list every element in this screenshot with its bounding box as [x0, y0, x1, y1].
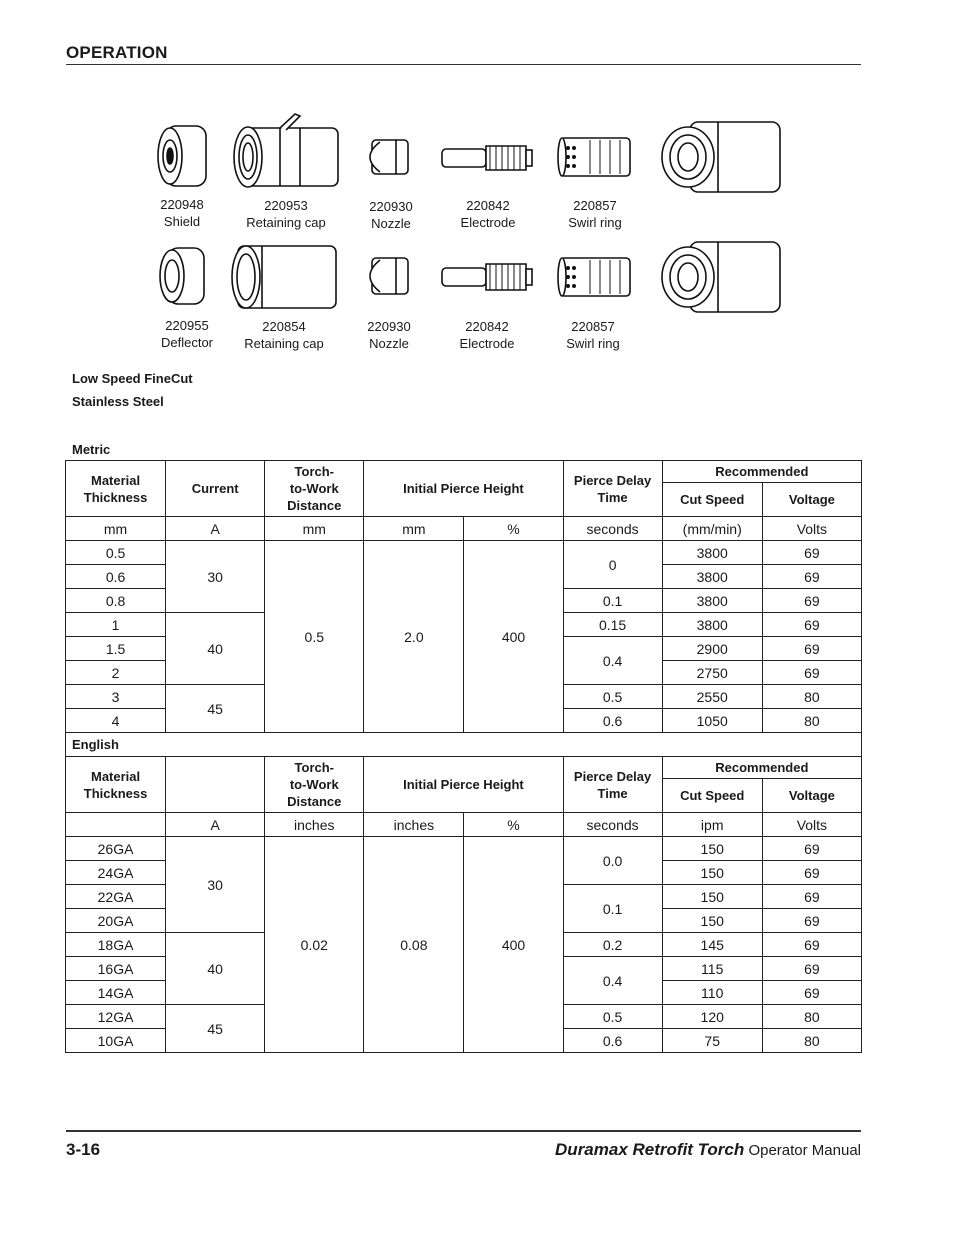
part-caption: 220953 Retaining cap — [246, 198, 326, 230]
speed-cell: 150 — [662, 909, 762, 933]
thickness-cell: 0.8 — [66, 589, 166, 613]
footer-title — [555, 1140, 861, 1160]
unit-cell: Volts — [762, 813, 861, 837]
speed-cell: 2550 — [662, 685, 762, 709]
part-caption: 220842 Electrode — [460, 198, 516, 230]
current-cell: 30 — [166, 837, 265, 933]
electrode-icon — [442, 264, 532, 290]
unit-cell: A — [166, 813, 265, 837]
thickness-cell: 3 — [66, 685, 166, 709]
english-label: English — [66, 733, 862, 757]
header-cut-speed: Cut Speed — [662, 779, 762, 813]
speed-cell: 150 — [662, 861, 762, 885]
speed-cell: 3800 — [662, 589, 762, 613]
header-pierce-height: Initial Pierce Height — [364, 757, 563, 813]
current-cell: 40 — [166, 933, 265, 1005]
delay-cell: 0.15 — [563, 613, 662, 637]
speed-cell: 75 — [662, 1029, 762, 1053]
part-caption: 220857 Swirl ring — [568, 198, 622, 230]
voltage-cell: 69 — [762, 885, 861, 909]
torch-body-icon — [662, 242, 780, 312]
retaining-cap-icon — [232, 246, 336, 308]
header-material: Material Thickness — [66, 757, 166, 813]
delay-cell: 0.0 — [563, 837, 662, 885]
voltage-cell: 69 — [762, 909, 861, 933]
thickness-cell: 10GA — [66, 1029, 166, 1053]
delay-cell: 0.2 — [563, 933, 662, 957]
torch-cell: 0.5 — [265, 541, 364, 733]
thickness-cell: 4 — [66, 709, 166, 733]
voltage-cell: 80 — [762, 685, 861, 709]
speed-cell: 150 — [662, 837, 762, 861]
part-caption: 220948 Shield — [160, 197, 204, 229]
unit-cell — [66, 813, 166, 837]
voltage-cell: 80 — [762, 1029, 861, 1053]
unit-cell: inches — [265, 813, 364, 837]
shield-icon — [158, 126, 206, 186]
voltage-cell: 80 — [762, 1005, 861, 1029]
unit-cell: A — [166, 517, 265, 541]
thickness-cell: 14GA — [66, 981, 166, 1005]
delay-cell: 0.4 — [563, 957, 662, 1005]
delay-cell: 0.1 — [563, 885, 662, 933]
part-caption: 220842 Electrode — [459, 319, 515, 351]
voltage-cell: 69 — [762, 981, 861, 1005]
speed-cell: 120 — [662, 1005, 762, 1029]
voltage-cell: 69 — [762, 837, 861, 861]
speed-cell: 1050 — [662, 709, 762, 733]
thickness-cell: 20GA — [66, 909, 166, 933]
speed-cell: 145 — [662, 933, 762, 957]
torch-body-icon — [662, 122, 780, 192]
swirl-ring-icon — [558, 138, 630, 176]
nozzle-icon — [370, 140, 408, 174]
page-number: 3-16 — [66, 1140, 101, 1159]
speed-cell: 3800 — [662, 541, 762, 565]
electrode-icon — [442, 146, 532, 170]
delay-cell: 0.4 — [563, 637, 662, 685]
unit-cell: seconds — [563, 813, 662, 837]
delay-cell: 0.5 — [563, 1005, 662, 1029]
table-row — [66, 837, 862, 861]
delay-cell: 0.5 — [563, 685, 662, 709]
document-type: Operator Manual — [748, 1142, 861, 1159]
voltage-cell: 69 — [762, 613, 861, 637]
header-torch: Torch- to-Work Distance — [265, 461, 364, 517]
header-voltage: Voltage — [762, 483, 861, 517]
unit-cell: inches — [364, 813, 464, 837]
thickness-cell: 1 — [66, 613, 166, 637]
part-caption: 220857 Swirl ring — [566, 319, 620, 351]
thickness-cell: 12GA — [66, 1005, 166, 1029]
torch-cell: 0.02 — [265, 837, 364, 1053]
speed-cell: 3800 — [662, 565, 762, 589]
speed-cell: 2750 — [662, 661, 762, 685]
unit-cell: seconds — [563, 517, 662, 541]
voltage-cell: 69 — [762, 637, 861, 661]
unit-cell: % — [464, 517, 563, 541]
current-cell: 45 — [166, 685, 265, 733]
thickness-cell: 24GA — [66, 861, 166, 885]
table-row — [66, 541, 862, 565]
speed-cell: 150 — [662, 885, 762, 909]
speed-cell: 2900 — [662, 637, 762, 661]
delay-cell: 0.6 — [563, 1029, 662, 1053]
footer-divider — [66, 1130, 861, 1132]
pierce-height-cell: 0.08 — [364, 837, 464, 1053]
current-cell: 40 — [166, 613, 265, 685]
speed-cell: 3800 — [662, 613, 762, 637]
voltage-cell: 69 — [762, 661, 861, 685]
header-voltage: Voltage — [762, 779, 861, 813]
unit-cell: Volts — [762, 517, 861, 541]
part-caption: 220854 Retaining cap — [244, 319, 324, 351]
voltage-cell: 69 — [762, 957, 861, 981]
deflector-icon — [160, 248, 204, 304]
section-title: OPERATION — [66, 43, 168, 62]
delay-cell: 0.6 — [563, 709, 662, 733]
voltage-cell: 69 — [762, 861, 861, 885]
cut-chart-table — [65, 460, 862, 1053]
voltage-cell: 69 — [762, 541, 861, 565]
metric-label: Metric — [72, 442, 111, 457]
header-material: Material Thickness — [66, 461, 166, 517]
voltage-cell: 69 — [762, 933, 861, 957]
delay-cell: 0 — [563, 541, 662, 589]
unit-cell: mm — [66, 517, 166, 541]
current-cell: 30 — [166, 541, 265, 613]
unit-cell: (mm/min) — [662, 517, 762, 541]
unit-cell: mm — [364, 517, 464, 541]
header-cut-speed: Cut Speed — [662, 483, 762, 517]
thickness-cell: 26GA — [66, 837, 166, 861]
thickness-cell: 22GA — [66, 885, 166, 909]
unit-cell: % — [464, 813, 563, 837]
nozzle-icon — [370, 258, 408, 294]
thickness-cell: 0.5 — [66, 541, 166, 565]
header-pierce-delay: Pierce Delay Time — [563, 757, 662, 813]
header-torch: Torch- to-Work Distance — [265, 757, 364, 813]
pierce-pct-cell: 400 — [464, 837, 563, 1053]
unit-cell: ipm — [662, 813, 762, 837]
speed-cell: 115 — [662, 957, 762, 981]
voltage-cell: 80 — [762, 709, 861, 733]
header-recommended: Recommended — [662, 461, 861, 483]
thickness-cell: 18GA — [66, 933, 166, 957]
retaining-cap-icon — [234, 114, 338, 187]
header-pierce-delay: Pierce Delay Time — [563, 461, 662, 517]
speed-cell: 110 — [662, 981, 762, 1005]
delay-cell: 0.1 — [563, 589, 662, 613]
header-recommended: Recommended — [662, 757, 861, 779]
pierce-pct-cell: 400 — [464, 541, 563, 733]
thickness-cell: 2 — [66, 661, 166, 685]
thickness-cell: 1.5 — [66, 637, 166, 661]
part-caption: 220930 Nozzle — [369, 199, 413, 231]
thickness-cell: 0.6 — [66, 565, 166, 589]
voltage-cell: 69 — [762, 565, 861, 589]
process-title: Low Speed FineCut — [72, 371, 193, 386]
current-cell: 45 — [166, 1005, 265, 1053]
header-pierce-height: Initial Pierce Height — [364, 461, 563, 517]
part-caption: 220930 Nozzle — [367, 319, 411, 351]
part-caption: 220955 Deflector — [160, 318, 214, 350]
unit-cell: mm — [265, 517, 364, 541]
header-current: Current — [166, 461, 265, 517]
pierce-height-cell: 2.0 — [364, 541, 464, 733]
header-current-blank — [166, 757, 265, 813]
voltage-cell: 69 — [762, 589, 861, 613]
thickness-cell: 16GA — [66, 957, 166, 981]
product-name: Duramax Retrofit Torch — [555, 1140, 745, 1159]
header-divider — [66, 64, 861, 65]
swirl-ring-icon — [558, 258, 630, 296]
material-title: Stainless Steel — [72, 394, 164, 409]
